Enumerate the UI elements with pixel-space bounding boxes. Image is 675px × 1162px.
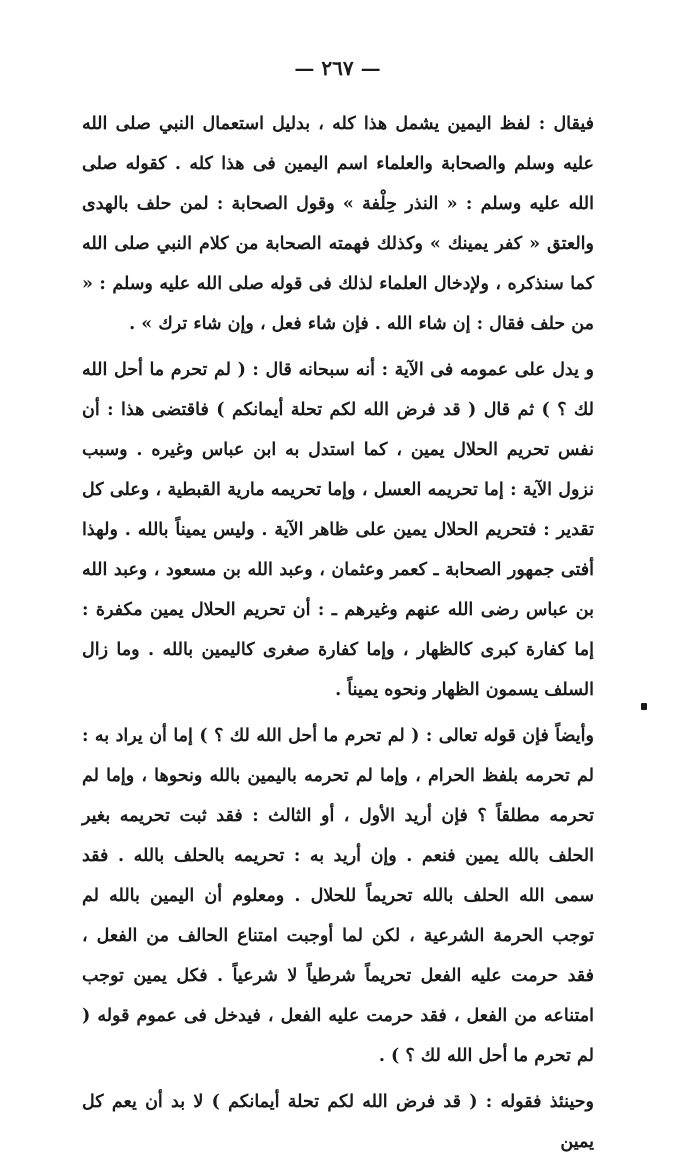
paragraph-1: فيقال : لفظ اليمين يشمل هذا كله ، بدليل استعمال النبي صلى الله عليه وسلم والصحابة والعلماء اسم اليمين فى هذا كله . كقوله صلى الله عليه وسلم : « النذر حِلْفة » وقول الصحابة : لمن حلف بالهدى والعتق « كفر يمينك » وكذلك فهمته الصحابة من كلام النبي صلى الله كما سنذكره ، ولإدخال العلماء لذلك فى قوله صلى الله عليه وسلم : « من حلف فقال : إن شاء الله . فإن شاء فعل ، وإن شاء ترك » . [82,114,594,334]
page-body [82,104,594,1162]
paragraph-4: وحينئذ فقوله : ( قد فرض الله لكم تحلة أيمانكم ) لا بد أن يعم كل يمين [82,1092,594,1152]
paragraph-2: و يدل على عمومه فى الآية : أنه سبحانه قال : ( لم تحرم ما أحل الله لك ؟ ) ثم قال ( قد فرض الله لكم تحلة أيمانكم ) فاقتضى هذا : أن نفس تحريم الحلال يمين ، كما استدل به ابن عباس وغيره . وسبب نزول الآية : إما تحريمه العسل ، وإما تحريمه مارية القبطية ، وعلى كل تقدير : فتحريم الحلال يمين على ظاهر الآية . وليس يميناً بالله . ولهذا أفتى جمهور الصحابة ـ كعمر وعثمان ، وعبد الله بن مسعود ، وعبد الله بن عباس رضى الله عنهم وغيرهم ـ : أن تحريم الحلال يمين مكفرة : إما كفارة كبرى كالظهار ، وإما كفارة صغرى كاليمين بالله . وما زال السلف يسمون الظهار ونحوه يميناً . [82,360,594,700]
margin-mark [641,703,647,710]
paragraph-3: وأيضاً فإن قوله تعالى : ( لم تحرم ما أحل الله لك ؟ ) إما أن يراد به : لم تحرمه بلفظ الحرام ، وإما لم تحرمه باليمين بالله ونحوها ، وإما لم تحرمه مطلقاً ؟ فإن أريد الأول ، أو الثالث : فقد ثبت تحريمه بغير الحلف بالله يمين فنعم . وإن أريد به : تحريمه بالحلف بالله . فقد سمى الله الحلف بالله تحريماً للحلال . ومعلوم أن اليمين بالله لم توجب الحرمة الشرعية ، لكن لما أوجبت امتناع الحالف من الفعل ، فقد حرمت عليه الفعل تحريماً شرطياً لا شرعياً . فكل يمين توجب امتناعه من الفعل ، فقد حرمت عليه الفعل ، فيدخل فى عموم قوله ( لم تحرم ما أحل الله لك ؟ ) . [82,726,594,1066]
page-number: — ٢٦٧ — [294,56,381,80]
